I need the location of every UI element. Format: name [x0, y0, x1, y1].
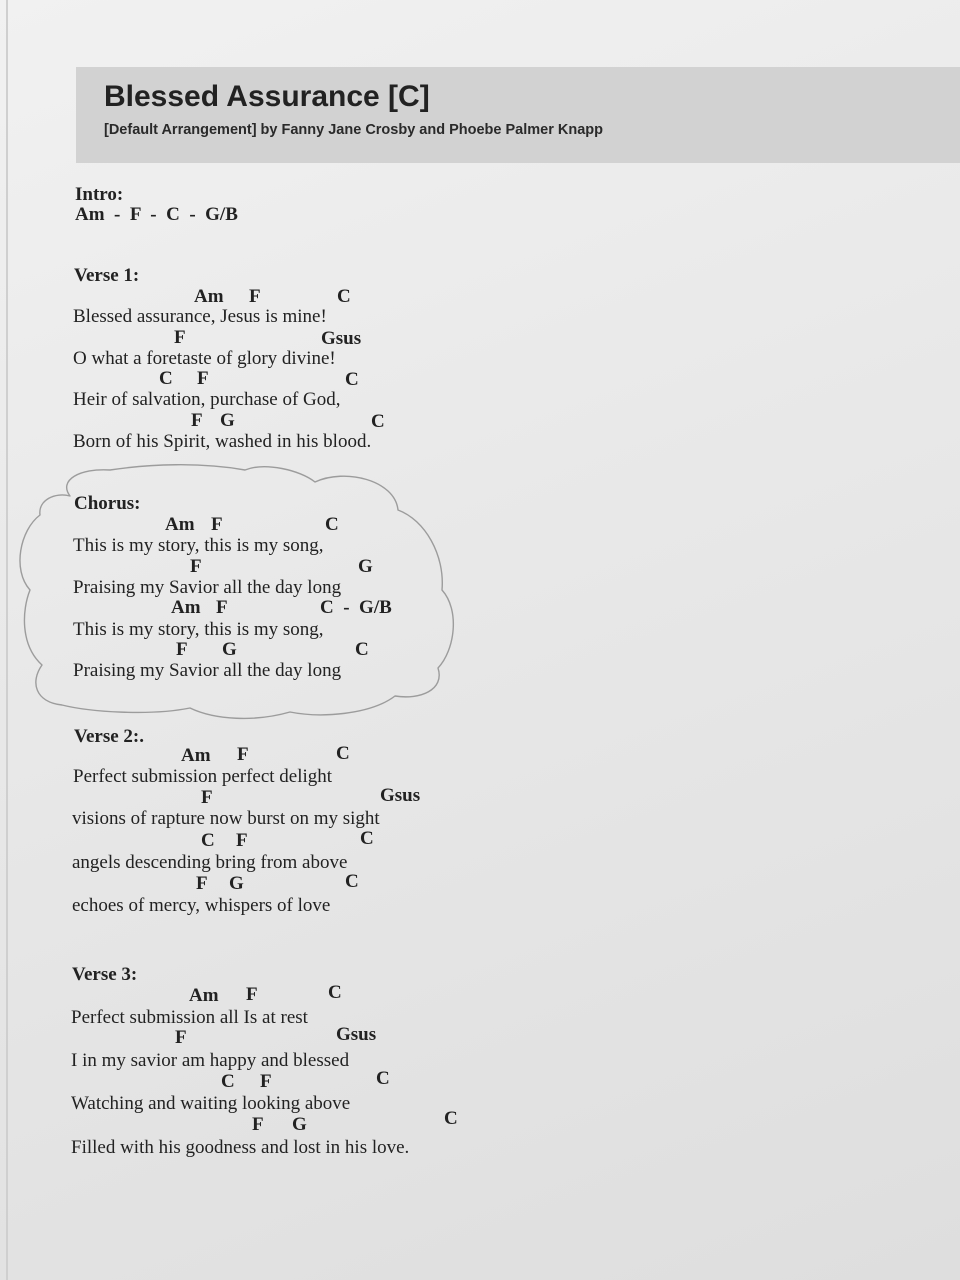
- verse2-chord: C: [336, 743, 350, 764]
- verse2-lyric-line: visions of rapture now burst on my sight: [72, 808, 380, 829]
- verse2-chord: G: [229, 873, 244, 894]
- intro-label: Intro:: [75, 184, 124, 205]
- verse1-chord: C: [337, 286, 351, 307]
- verse3-lyric-line: I in my savior am happy and blessed: [71, 1050, 350, 1071]
- chorus-chord: C: [355, 639, 369, 660]
- verse1-lyric-line: O what a foretaste of glory divine!: [73, 348, 336, 369]
- chorus-lyric-line: Praising my Savior all the day long: [73, 660, 342, 681]
- chorus-lyric-line: This is my story, this is my song,: [73, 619, 324, 640]
- verse2-lyric-line: angels descending bring from above: [72, 852, 348, 873]
- chorus-chord: C - G/B: [320, 597, 392, 618]
- verse2-label: Verse 2:.: [74, 726, 144, 747]
- chorus-chord: F: [211, 514, 223, 535]
- verse3-chord: Gsus: [336, 1024, 377, 1045]
- verse2-chord: F: [196, 873, 208, 894]
- verse2-chord: C: [360, 828, 374, 849]
- verse1-chord: F: [249, 286, 261, 307]
- verse3-chord: F: [246, 984, 258, 1005]
- chorus-label: Chorus:: [74, 493, 141, 514]
- intro-progression: Am - F - C - G/B: [75, 204, 238, 225]
- verse1-chord: F: [191, 410, 203, 431]
- song-subtitle: [Default Arrangement] by Fanny Jane Crosby and Phoebe Palmer Knapp: [104, 122, 604, 138]
- verse1-lyric-line: Born of his Spirit, washed in his blood.: [73, 431, 372, 452]
- chorus-chord: G: [222, 639, 237, 660]
- verse1-lyric-line: Blessed assurance, Jesus is mine!: [73, 306, 327, 327]
- verse2-chord: Am: [181, 745, 211, 766]
- verse2-chord: F: [237, 744, 249, 765]
- verse1-label: Verse 1:: [74, 265, 140, 286]
- verse1-chord: F: [197, 368, 209, 389]
- verse3-chord: C: [328, 982, 342, 1003]
- verse1-chord: G: [220, 410, 235, 431]
- verse3-chord: C: [376, 1068, 390, 1089]
- verse3-label: Verse 3:: [72, 964, 138, 985]
- verse1-chord: F: [174, 327, 186, 348]
- chorus-chord: F: [216, 597, 228, 618]
- verse3-lyric-line: Filled with his goodness and lost in his love.: [71, 1137, 410, 1158]
- verse1-chord: Gsus: [321, 328, 362, 349]
- verse2-lyric-line: Perfect submission perfect delight: [73, 766, 333, 787]
- chorus-lyric-line: This is my story, this is my song,: [73, 535, 324, 556]
- verse3-lyric-line: Perfect submission all Is at rest: [71, 1007, 308, 1028]
- verse3-chord: Am: [189, 985, 219, 1006]
- verse2-chord: F: [201, 787, 213, 808]
- song-title: Blessed Assurance [C]: [104, 80, 430, 113]
- verse3-chord: F: [175, 1027, 187, 1048]
- verse3-chord: G: [292, 1114, 307, 1135]
- chorus-lyric-line: Praising my Savior all the day long: [73, 577, 342, 598]
- verse2-chord: C: [201, 830, 215, 851]
- verse1-chord: C: [159, 368, 173, 389]
- verse3-chord: C: [444, 1108, 458, 1129]
- chorus-chord: Am: [171, 597, 201, 618]
- chorus-chord: F: [190, 556, 202, 577]
- chorus-chord: G: [358, 556, 373, 577]
- verse1-chord: C: [345, 369, 359, 390]
- verse2-chord: F: [236, 830, 248, 851]
- verse3-chord: F: [260, 1071, 272, 1092]
- verse1-chord: C: [371, 411, 385, 432]
- verse2-chord: Gsus: [380, 785, 421, 806]
- verse3-chord: F: [252, 1114, 264, 1135]
- verse1-chord: Am: [194, 286, 224, 307]
- verse1-lyric-line: Heir of salvation, purchase of God,: [73, 389, 341, 410]
- verse3-lyric-line: Watching and waiting looking above: [71, 1093, 351, 1114]
- verse2-lyric-line: echoes of mercy, whispers of love: [72, 895, 331, 916]
- verse3-chord: C: [221, 1071, 235, 1092]
- chorus-chord: F: [176, 639, 188, 660]
- chorus-chord: Am: [165, 514, 195, 535]
- verse2-chord: C: [345, 871, 359, 892]
- page-edge: [6, 0, 8, 1280]
- chorus-chord: C: [325, 514, 339, 535]
